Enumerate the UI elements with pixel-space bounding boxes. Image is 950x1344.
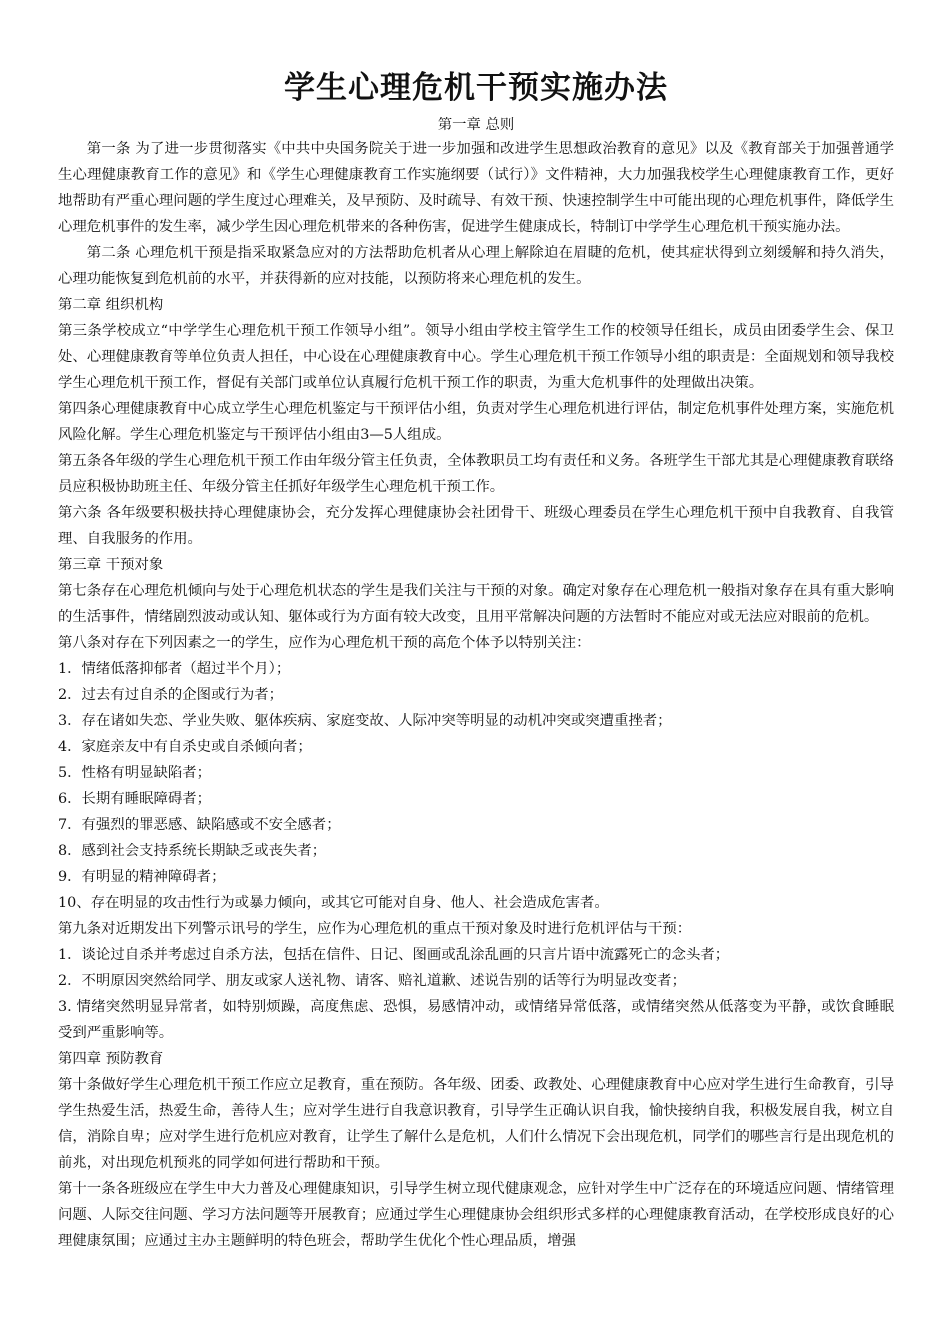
list-item: 10、存在明显的攻击性行为或暴力倾向，或其它可能对自身、他人、社会造成危害者。 (58, 895, 609, 911)
document-page (58, 62, 894, 1254)
list-item: 2．不明原因突然给同学、朋友或家人送礼物、请客、赔礼道歉、述说告别的话等行为明显改变者； (58, 973, 686, 989)
article-paragraph: 第五条各年级的学生心理危机干预工作由年级分管主任负责，全体教职员工均有责任和义务。各班学生干部尤其是心理健康教育联络员应积极协助班主任、年级分管主任抓好年级学生心理危机干预工作。 (58, 453, 894, 495)
list-item: 7．有强烈的罪恶感、缺陷感或不安全感者； (58, 817, 341, 833)
list-item: 1．情绪低落抑郁者（超过半个月）； (58, 661, 291, 677)
article-paragraph: 第四条心理健康教育中心成立学生心理危机鉴定与干预评估小组，负责对学生心理危机进行评估，制定危机事件处理方案，实施危机风险化解。学生心理危机鉴定与干预评估小组由3—5人组成。 (58, 401, 894, 443)
chapter-heading: 第三章 干预对象 (58, 557, 164, 573)
article-paragraph: 第六条 各年级要积极扶持心理健康协会，充分发挥心理健康协会社团骨干、班级心理委员在学生心理危机干预中自我教育、自我管理、自我服务的作用。 (58, 505, 894, 547)
list-item: 9．有明显的精神障碍者； (58, 869, 226, 885)
chapter-heading: 第二章 组织机构 (58, 297, 164, 313)
article-paragraph: 第一条 为了进一步贯彻落实《中共中央国务院关于进一步加强和改进学生思想政治教育的意见》以及《教育部关于加强普通学生心理健康教育工作的意见》和《学生心理健康教育工作实施纲要（试行）》文件精神，大力加强我校学生心理健康教育工作，更好地帮助有严重心理问题的学生度过心理难关，及早预防、及时疏导、有效干预、快速控制学生中可能出现的心理危机事件，降低学生心理危机事件的发生率，减少学生因心理危机带来的各种伤害，促进学生健康成长，特制订中学学生心理危机干预实施办法。 (58, 141, 894, 235)
list-item: 3．存在诸如失恋、学业失败、躯体疾病、家庭变故、人际冲突等明显的动机冲突或突遭重挫者； (58, 713, 672, 729)
list-item: 3. 情绪突然明显异常者，如特别烦躁，高度焦虑、恐惧，易感情冲动，或情绪异常低落，或情绪突然从低落变为平静，或饮食睡眠受到严重影响等。 (58, 999, 894, 1041)
chapter-heading: 第四章 预防教育 (58, 1051, 164, 1067)
article-paragraph: 第十条做好学生心理危机干预工作应立足教育，重在预防。各年级、团委、政教处、心理健康教育中心应对学生进行生命教育，引导学生热爱生活，热爱生命，善待人生；应对学生进行自我意识教育，引导学生正确认识自我，愉快接纳自我，积极发展自我，树立自信，消除自卑；应对学生进行危机应对教育，让学生了解什么是危机，人们什么情况下会出现危机，同学们的哪些言行是出现危机的前兆，对出现危机预兆的同学如何进行帮助和干预。 (58, 1077, 894, 1171)
list-item: 8．感到社会支持系统长期缺乏或丧失者； (58, 843, 327, 859)
list-item: 1．谈论过自杀并考虑过自杀方法，包括在信件、日记、图画或乱涂乱画的只言片语中流露死亡的念头者； (58, 947, 730, 963)
article-paragraph: 第七条存在心理危机倾向与处于心理危机状态的学生是我们关注与干预的对象。确定对象存在心理危机一般指对象存在具有重大影响的生活事件，情绪剧烈波动或认知、躯体或行为方面有较大改变，且用平常解决问题的方法暂时不能应对或无法应对眼前的危机。 (58, 583, 894, 625)
article-paragraph: 第二条 心理危机干预是指采取紧急应对的方法帮助危机者从心理上解除迫在眉睫的危机，使其症状得到立刻缓解和持久消失，心理功能恢复到危机前的水平，并获得新的应对技能，以预防将来心理危机的发生。 (58, 245, 894, 287)
list-item: 2．过去有过自杀的企图或行为者； (58, 687, 284, 703)
list-item: 5．性格有明显缺陷者； (58, 765, 212, 781)
article-paragraph: 第三条学校成立“中学学生心理危机干预工作领导小组”。领导小组由学校主管学生工作的校领导任组长，成员由团委学生会、保卫处、心理健康教育等单位负责人担任，中心设在心理健康教育中心。学生心理危机干预工作领导小组的职责是：全面规划和领导我校学生心理危机干预工作，督促有关部门或单位认真履行危机干预工作的职责，为重大危机事件的处理做出决策。 (58, 323, 894, 391)
article-paragraph: 第九条对近期发出下列警示讯号的学生，应作为心理危机的重点干预对象及时进行危机评估与干预： (58, 921, 692, 937)
chapter-heading: 第一章 总则 (437, 117, 515, 133)
list-item: 6．长期有睡眠障碍者； (58, 791, 212, 807)
article-paragraph: 第十一条各班级应在学生中大力普及心理健康知识，引导学生树立现代健康观念，应针对学生中广泛存在的环境适应问题、情绪管理问题、人际交往问题、学习方法问题等开展教育；应通过学生心理健康协会组织形式多样的心理健康教育活动，在学校形成良好的心理健康氛围；应通过主办主题鲜明的特色班会，帮助学生优化个性心理品质，增强 (58, 1181, 894, 1249)
document-title: 学生心理危机干预实施办法 (284, 70, 668, 106)
article-paragraph: 第八条对存在下列因素之一的学生，应作为心理危机干预的高危个体予以特别关注： (58, 635, 591, 651)
list-item: 4．家庭亲友中有自杀史或自杀倾向者； (58, 739, 312, 755)
